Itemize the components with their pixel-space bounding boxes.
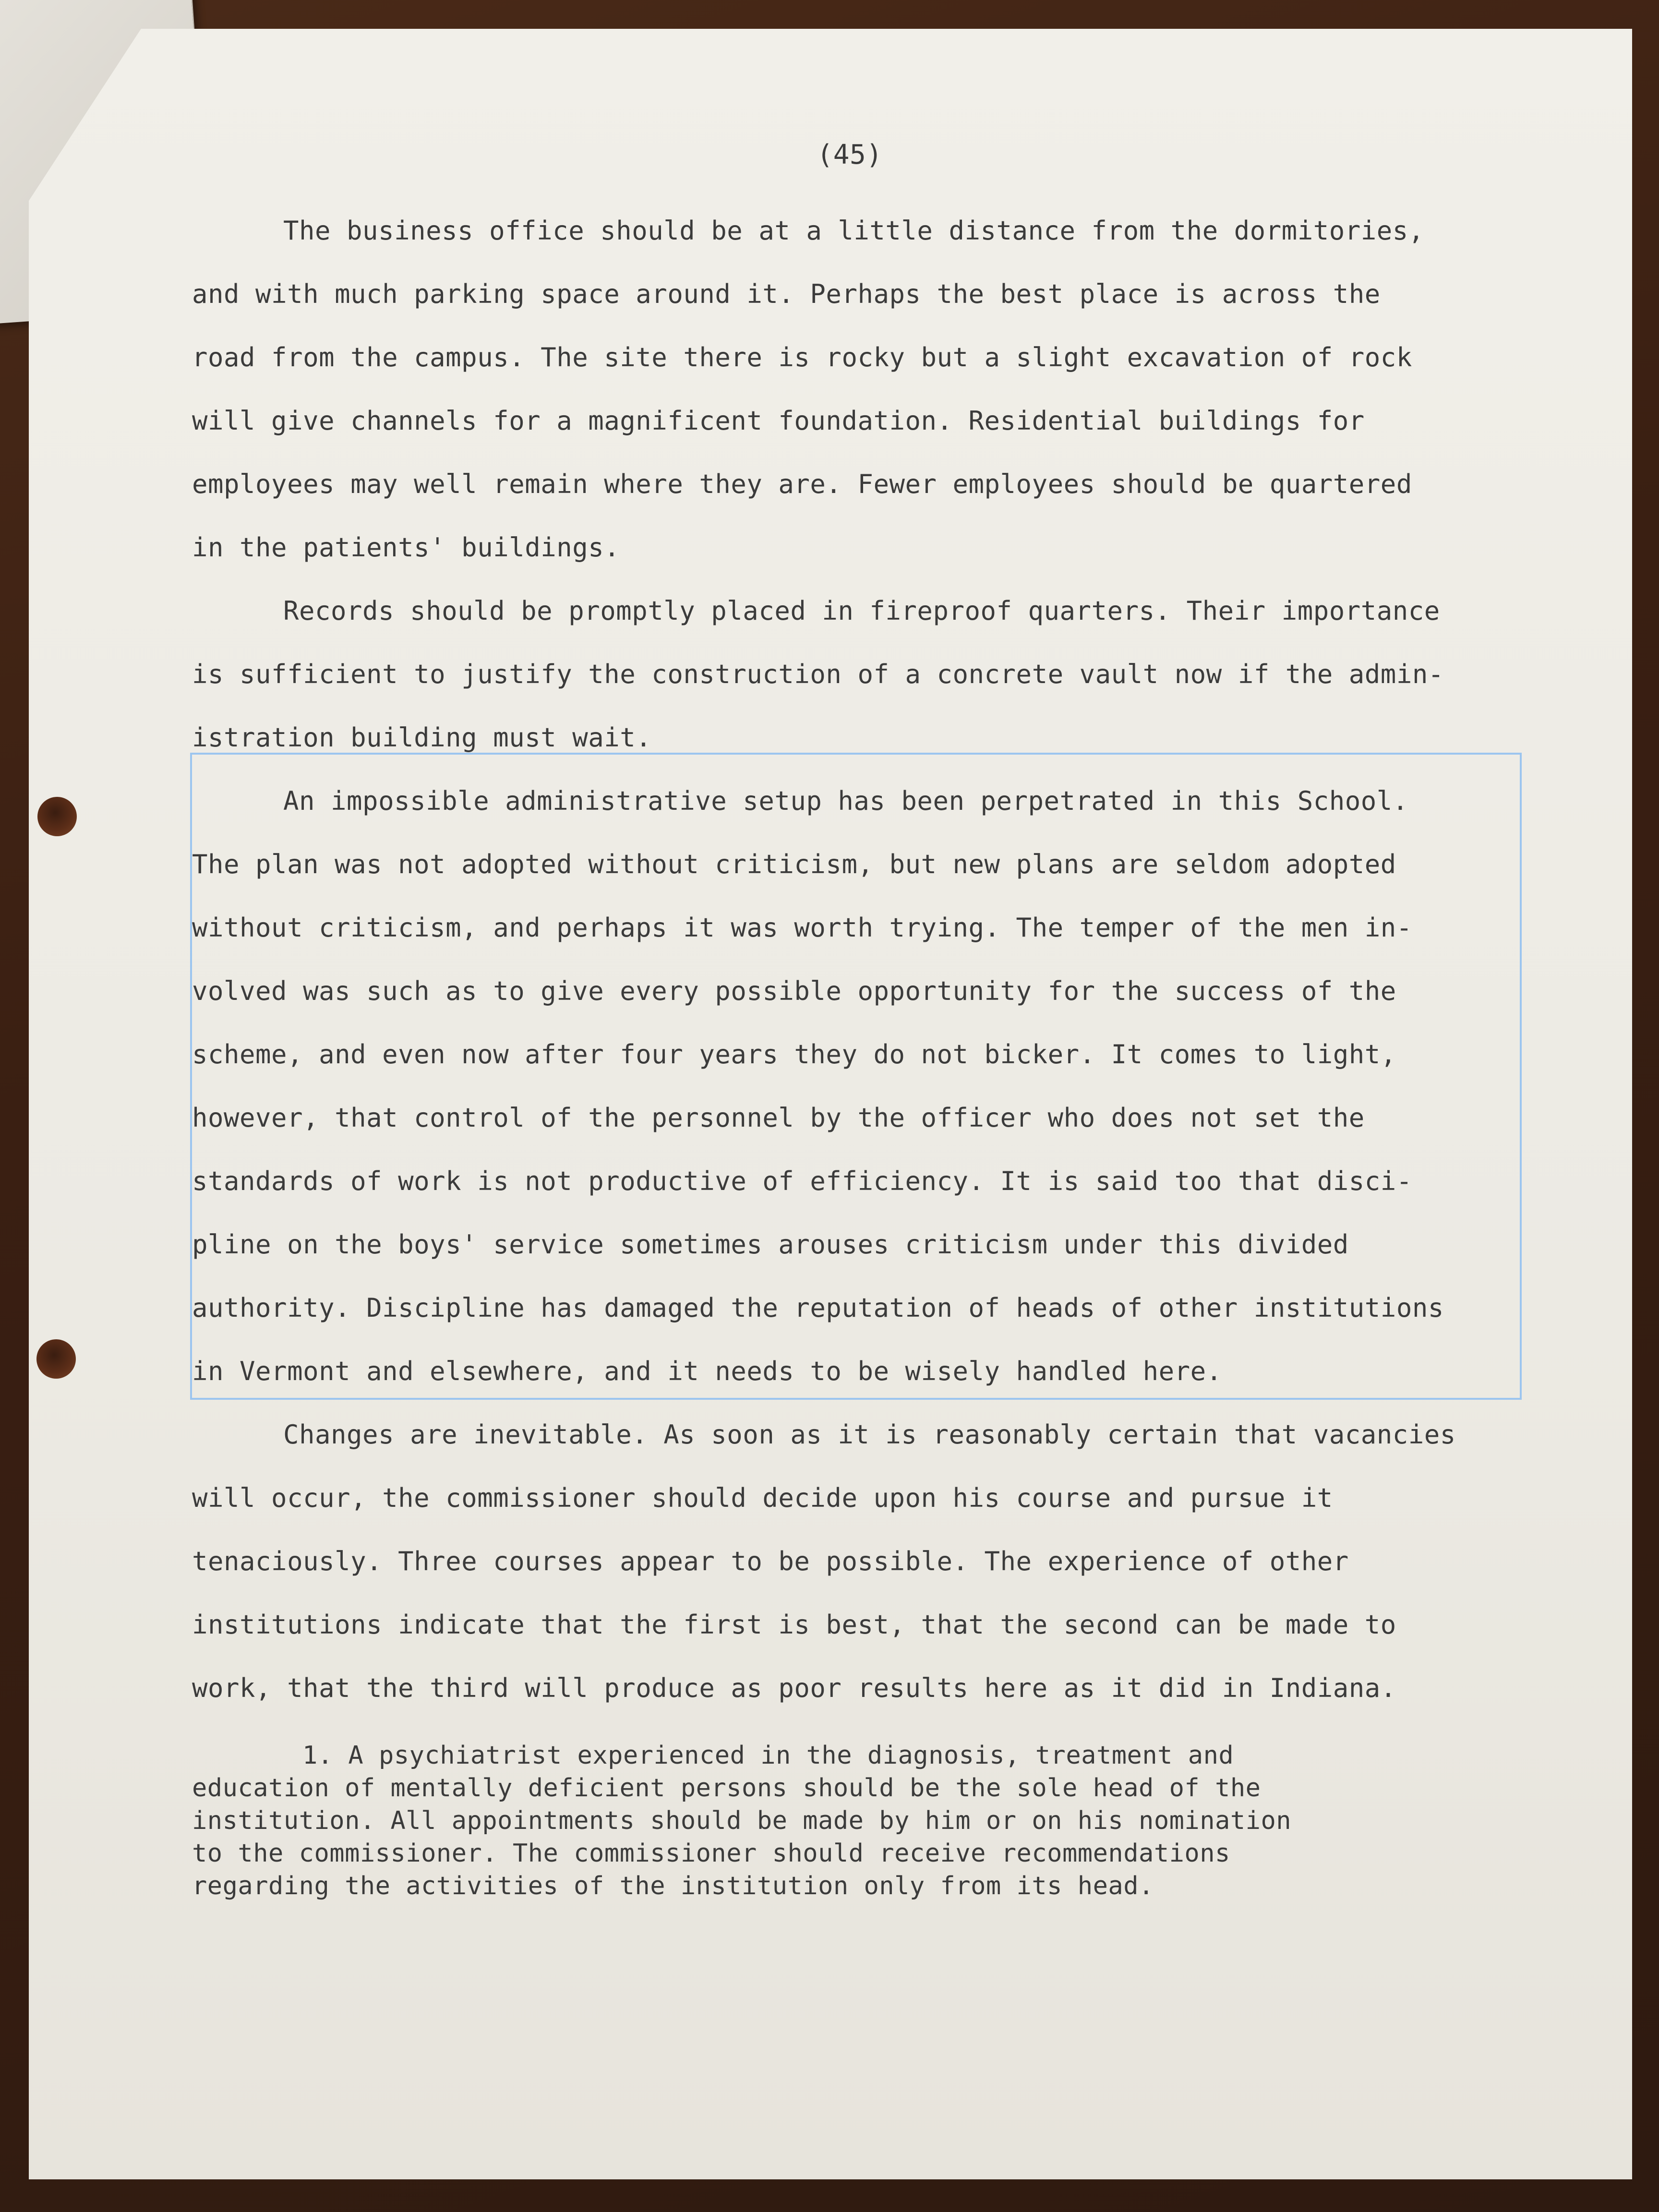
text-line: volved was such as to give every possible opportunity for the success of the — [192, 976, 1396, 1006]
text-line: in the patients' buildings. — [192, 532, 620, 563]
text-line: road from the campus. The site there is rocky but a slight excavation of rock — [192, 342, 1412, 373]
footnote-line: education of mentally deficient persons should be the sole head of the — [192, 1774, 1261, 1803]
text-line: is sufficient to justify the construction of a concrete vault now if the admin- — [192, 659, 1444, 689]
text-line: authority. Discipline has damaged the reputation of heads of other institutions — [192, 1293, 1444, 1323]
text-line: in Vermont and elsewhere, and it needs to be wisely handled here. — [192, 1356, 1222, 1386]
footnote-line: institution. All appointments should be made by him or on his nomination — [192, 1806, 1292, 1835]
text-line: The plan was not adopted without criticism, but new plans are seldom adopted — [192, 849, 1396, 879]
text-line: An impossible administrative setup has been perpetrated in this School. — [283, 786, 1408, 816]
text-line: tenaciously. Three courses appear to be possible. The experience of other — [192, 1546, 1349, 1576]
text-line: standards of work is not productive of efficiency. It is said too that disci- — [192, 1166, 1412, 1196]
text-line: will give channels for a magnificent foundation. Residential buildings for — [192, 406, 1365, 436]
paragraph-records — [192, 579, 1507, 769]
text-line: istration building must wait. — [192, 722, 652, 753]
paragraph-business-office — [192, 199, 1507, 579]
footnote-line: to the commissioner. The commissioner should receive recommendations — [192, 1839, 1230, 1868]
text-line: without criticism, and perhaps it was worth trying. The temper of the men in- — [192, 913, 1412, 943]
page-number: (45) — [817, 139, 883, 170]
text-line: however, that control of the personnel by the officer who does not set the — [192, 1103, 1365, 1133]
footnote — [192, 1739, 1507, 1902]
text-line: scheme, and even now after four years they do not bicker. It comes to light, — [192, 1039, 1396, 1070]
text-line: and with much parking space around it. Perhaps the best place is across the — [192, 279, 1381, 309]
text-line: institutions indicate that the first is best, that the second can be made to — [192, 1610, 1396, 1640]
text-line: The business office should be at a little distance from the dormitories, — [283, 216, 1424, 246]
paragraph-changes — [192, 1403, 1507, 1720]
punch-hole-bottom — [36, 1339, 76, 1379]
typed-text — [192, 139, 1507, 1902]
text-line: will occur, the commissioner should decide upon his course and pursue it — [192, 1483, 1333, 1513]
text-line: Changes are inevitable. As soon as it is reasonably certain that vacancies — [283, 1419, 1456, 1450]
text-line: Records should be promptly placed in fireproof quarters. Their importance — [283, 596, 1440, 626]
text-line: work, that the third will produce as poor results here as it did in Indiana. — [192, 1673, 1396, 1703]
paragraph-administrative-setup — [192, 769, 1507, 1403]
punch-hole-top — [37, 797, 77, 836]
text-line: pline on the boys' service sometimes arouses criticism under this divided — [192, 1229, 1349, 1260]
text-line: employees may well remain where they are. Fewer employees should be quartered — [192, 469, 1412, 499]
footnote-line: 1. A psychiatrist experienced in the diagnosis, treatment and — [302, 1741, 1234, 1770]
footnote-line: regarding the activities of the institution only from its head. — [192, 1872, 1154, 1900]
